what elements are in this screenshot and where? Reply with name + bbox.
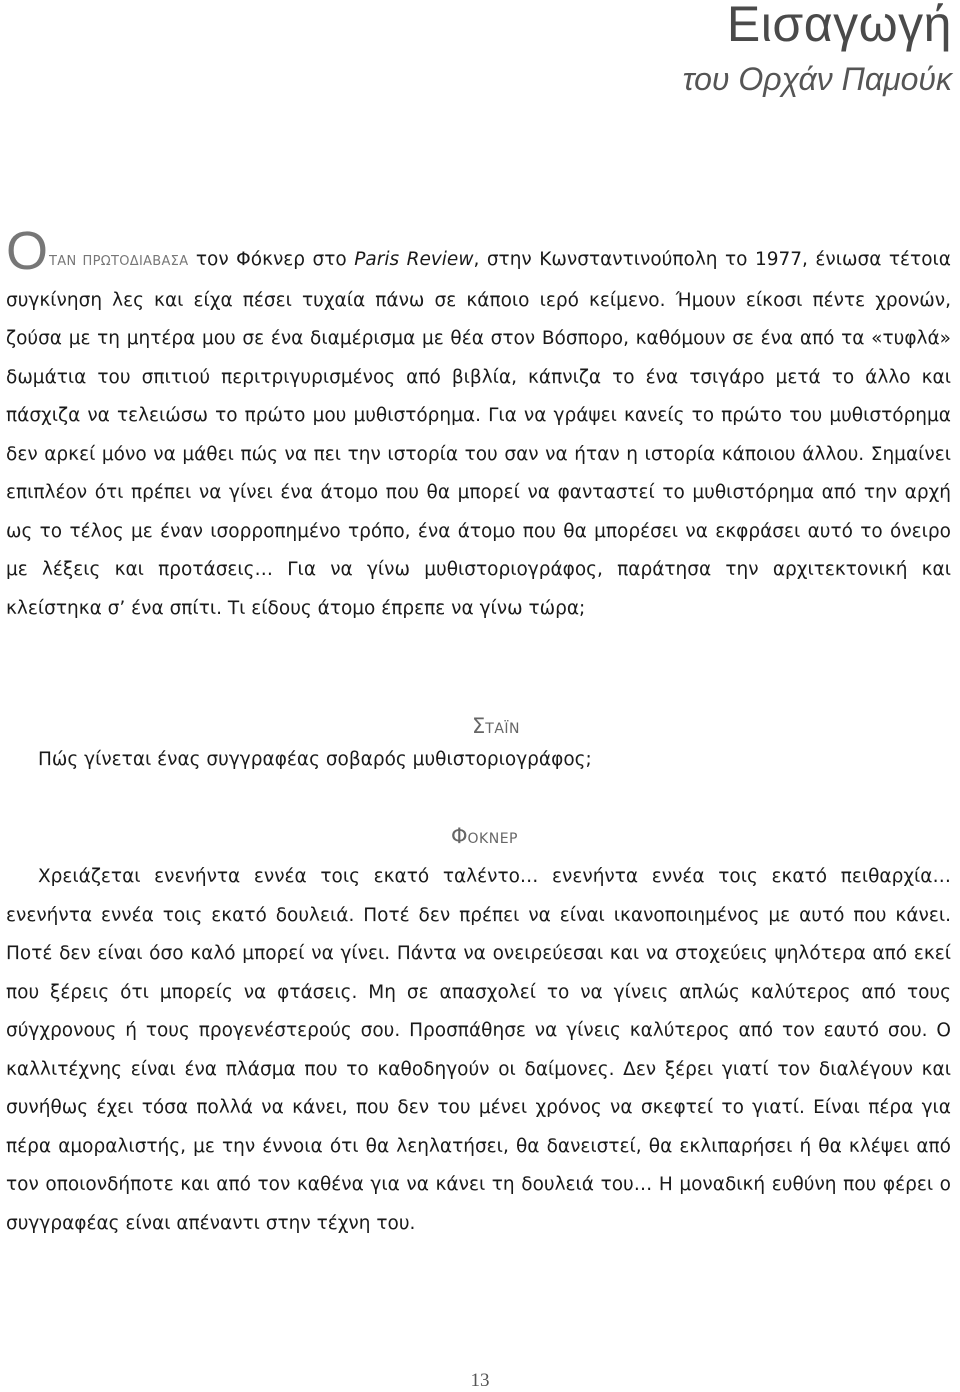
speaker-1-rest: ΤΑΪΝ [485, 721, 520, 737]
speaker-label-interviewer [472, 716, 520, 737]
chapter-title: Εισαγωγή [726, 0, 952, 52]
magazine-title: Paris Review [354, 249, 474, 270]
opening-smallcaps: ΤΑΝ ΠΡΩΤΟΔΙΑΒΑΣΑ [49, 254, 189, 269]
intro-text-start: τον Φόκνερ στο [188, 249, 355, 270]
speaker-2-initial: Φ [451, 824, 468, 848]
page-number: 13 [470, 1370, 490, 1391]
intro-paragraph [6, 221, 951, 628]
speaker-label-faulkner [451, 826, 518, 847]
speaker-1-initial: Σ [471, 714, 486, 738]
interview-question: Πώς γίνεται ένας συγγραφέας σοβαρός μυθιστοριογράφος; [38, 749, 592, 770]
intro-text-rest: , στην Κωνσταντινούπολη το 1977, ένιωσα τέτοια συγκίνηση λες και είχα πέσει τυχαία πάνω σε κάποιο ιερό κείμενο. Ήμουν είκοσι πέντε χρονών, ζούσα με τη μητέρα μου σε ένα διαμέρισμα με θέα στον Βόσπορο, καθόμουν σε ένα από τα «τυφλά» δωμάτια του σπιτιού περιτριγυρισμένος από βιβλία, κάπνιζα το ένα τσιγάρο μετά το άλλο και πάσχιζα να τελειώσω το πρώτο μου μυθιστόρημα. Για να γράψει κανείς το πρώτο του μυθιστόρημα δεν αρκεί μόνο να μάθει πώς να πει την ιστορία του σαν να ήταν η ιστορία κάποιου άλλου. Σημαίνει επιπλέον ότι πρέπει να γίνει ένα άτομο που θα μπορεί να φανταστεί το μυθιστόρημα από την αρχή ως το τέλος με έναν ισορροπημένο τρόπο, ένα άτομο που θα μπορέσει να εκφράσει αυτό το όνειρο με λέξεις και προτάσεις… Για να γίνω μυθιστοριογράφος, παράτησα την αρχιτεκτονική και κλείστηκα σ’ ένα σπίτι. Τι είδους άτομο έπρεπε να γίνω τώρα; [6, 249, 951, 619]
interview-answer: Χρειάζεται ενενήντα εννέα τοις εκατό ταλέντο… ενενήντα εννέα τοις εκατό πειθαρχία… ενενήντα εννέα τοις εκατό δουλειά. Ποτέ δεν πρέπει να είναι ικανοποιημένος με αυτό που κάνει. Ποτέ δεν είναι όσο καλό μπορεί να γίνει. Πάντα να ονειρεύεσαι και να στοχεύεις ψηλότερα από εκεί που ξέρεις ότι μπορείς να φτάσεις. Μη σε απασχολεί το να γίνεις απλώς καλύτερος από τους σύγχρονους ή τους προγενέστερούς σου. Προσπάθησε να γίνεις καλύτερος από τον εαυτό σου. Ο καλλιτέχνης είναι ένα πλάσμα που το καθοδηγούν οι δαίμονες. Δεν ξέρει γιατί τον διαλέγουν και συνήθως έχει τόσα πολλά να κάνει, που δεν του μένει χρόνος να σκεφτεί το γιατί. Είναι πέρα για πέρα αμοραλιστής, με την έννοια ότι θα λεηλατήσει, θα δανειστεί, θα εκλιπαρήσει ή θα κλέψει από τον οποιονδήποτε και από τον καθένα για να κάνει τη δουλειά του… Η μοναδική ευθύνη που φέρει ο συγγραφέας είναι απέναντι στην τέχνη του. [6, 866, 951, 1234]
drop-cap: Ο [6, 221, 49, 281]
speaker-2-rest: ΟΚΝΕΡ [467, 831, 518, 847]
chapter-author: του Ορχάν Παμούκ [682, 61, 952, 97]
